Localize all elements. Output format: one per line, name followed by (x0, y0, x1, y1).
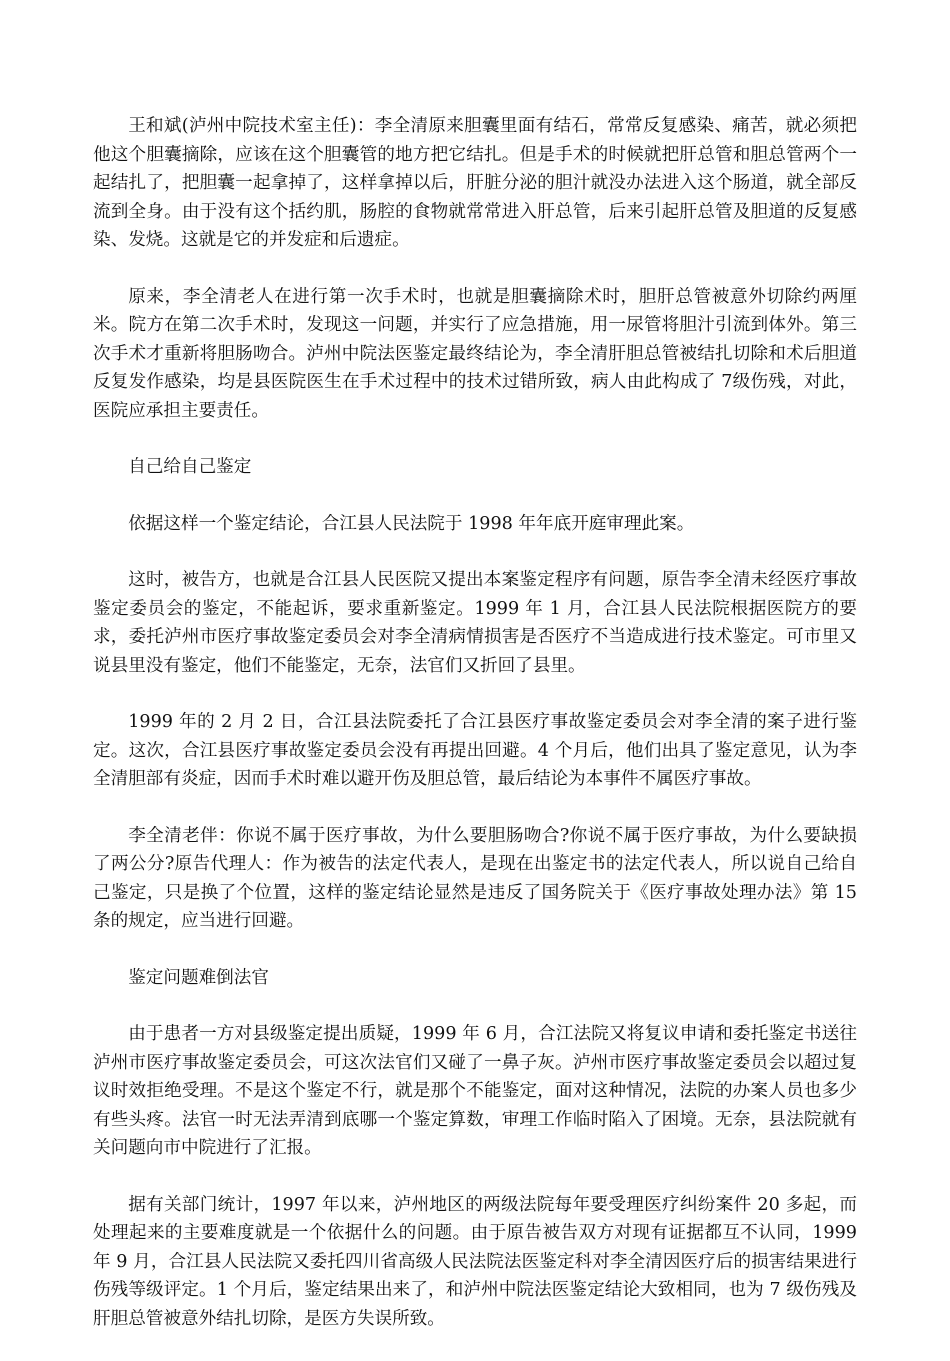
paragraph-review-rejected: 由于患者一方对县级鉴定提出质疑，1999 年 6 月，合江法院又将复议申请和委托鉴定书送往泸州市医疗事故鉴定委员会，可这次法官们又碰了一鼻子灰。泸州市医疗事故鉴定委员会以超过复议时效拒绝受理。不是这个鉴定不行，就是那个不能鉴定，面对这种情况，法院的办案人员也多少有些头疼。法官一时无法弄清到底哪一个鉴定算数，审理工作临时陷入了困境。无奈，县法院就有关问题向市中院进行了汇报。 (93, 1024, 857, 1158)
section-heading-self-appraisal: 自己给自己鉴定 (128, 457, 252, 477)
paragraph-trial-1998: 依据这样一个鉴定结论，合江县人民法院于 1998 年年底开庭审理此案。 (128, 513, 695, 534)
section-heading-appraisal-problem: 鉴定问题难倒法官 (128, 967, 269, 988)
paragraph-statistics-final-result: 据有关部门统计，1997 年以来，泸州地区的两级法院每年要受理医疗纠纷案件 20 多起，而处理起来的主要难度就是一个依据什么的问题。由于原告被告双方对现有证据都互不认同，1999 年 9 月，合江县人民法院又委托四川省高级人民法院法医鉴定科对李全清因医疗后的损害结果进行伤残等级评定。1 个月后，鉴定结果出来了，和泸州中院法医鉴定结论大致相同，也为 7 级伤残及肝胆总管被意外结扎切除，是医方失误所致。 (93, 1194, 857, 1329)
paragraph-expert-statement: 王和斌(泸州中院技术室主任)：李全清原来胆囊里面有结石，常常反复感染、痛苦，就必须把他这个胆囊摘除，应该在这个胆囊管的地方把它结扎。但是手术的时候就把肝总管和胆总管两个一起结扎了，把胆囊一起拿掉了，这样拿掉以后，肝脏分泌的胆汁就没办法进入这个肠道，就全部反流到全身。由于没有这个括约肌，肠腔的食物就常常进入肝总管，后来引起肝总管及胆道的反复感染、发烧。这就是它的并发症和后遗症。 (93, 116, 857, 250)
document-page (93, 112, 857, 1361)
paragraph-reappraisal-request: 这时，被告方，也就是合江县人民医院又提出本案鉴定程序有问题，原告李全清未经医疗事故鉴定委员会的鉴定，不能起诉，要求重新鉴定。1999 年 1 月，合江县人民法院根据医院方的要求，委托泸州市医疗事故鉴定委员会对李全清病情损害是否医疗不当造成进行技术鉴定。可市里又说县里没有鉴定，他们不能鉴定，无奈，法官们又折回了县里。 (93, 570, 857, 676)
paragraph-county-appraisal: 1999 年的 2 月 2 日，合江县法院委托了合江县医疗事故鉴定委员会对李全清的案子进行鉴定。这次，合江县医疗事故鉴定委员会没有再提出回避。4 个月后，他们出具了鉴定意见，认为李全清胆部有炎症，因而手术时难以避开伤及胆总管，最后结论为本事件不属医疗事故。 (93, 712, 857, 789)
paragraph-plaintiff-statement: 李全清老伴：你说不属于医疗事故，为什么要胆肠吻合?你说不属于医疗事故，为什么要缺损了两公分?原告代理人：作为被告的法定代表人，是现在出鉴定书的法定代表人，所以说自己给自己鉴定，只是换了个位置，这样的鉴定结论显然是违反了国务院关于《医疗事故处理办法》第 15 条的规定，应当进行回避。 (93, 825, 857, 931)
paragraph-surgery-findings: 原来，李全清老人在进行第一次手术时，也就是胆囊摘除术时，胆肝总管被意外切除约两厘米。院方在第二次手术时，发现这一问题，并实行了应急措施，用一尿管将胆汁引流到体外。第三次手术才重新将胆肠吻合。泸州中院法医鉴定最终结论为，李全清肝胆总管被结扎切除和术后胆道反复发作感染，均是县医院医生在手术过程中的技术过错所致，病人由此构成了 7级伤残，对此，医院应承担主要责任。 (93, 286, 857, 421)
